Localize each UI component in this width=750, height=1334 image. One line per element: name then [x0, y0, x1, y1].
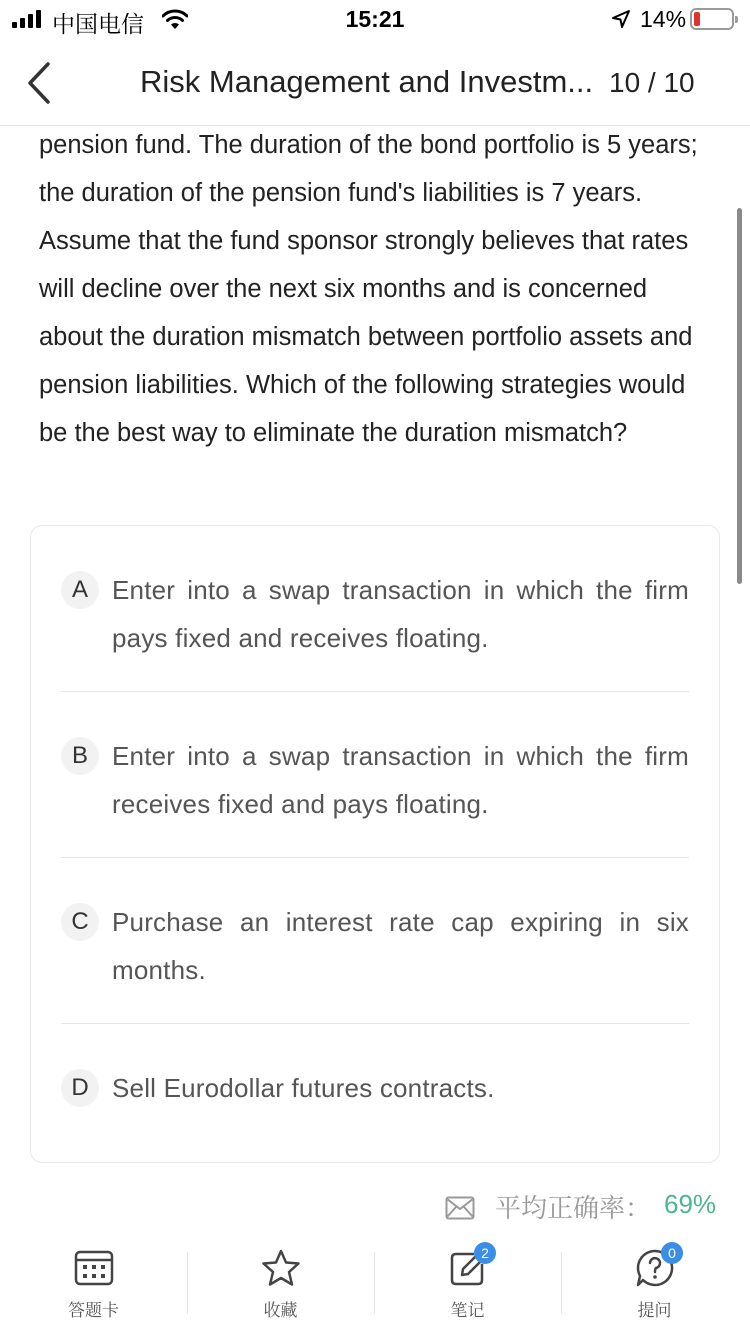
back-button[interactable] [18, 60, 62, 106]
notes-badge: 2 [474, 1242, 496, 1264]
tab-label: 提问 [637, 1301, 672, 1321]
bottom-tab-bar [0, 1240, 750, 1334]
status-bar [0, 0, 750, 40]
tab-label: 答题卡 [68, 1301, 119, 1321]
carrier-name: 中国电信 [52, 12, 144, 38]
chevron-left-icon [18, 60, 62, 106]
clock-time: 15:21 [345, 6, 405, 32]
nav-bar [0, 40, 750, 126]
envelope-icon [445, 1196, 475, 1220]
star-icon [261, 1248, 301, 1288]
questions-badge: 0 [661, 1242, 683, 1264]
tab-notes[interactable] [374, 1240, 561, 1334]
battery-level-fill [694, 12, 700, 26]
option-text: Enter into a swap transaction in which the firm receives fixed and pays floating. [112, 741, 689, 819]
option-b[interactable] [61, 737, 689, 837]
question-counter: 10 / 10 [609, 67, 695, 98]
option-letter: A [61, 571, 99, 609]
location-arrow-icon [611, 9, 631, 29]
answer-sheet-icon [74, 1248, 114, 1288]
option-letter: B [61, 737, 99, 775]
option-text: Enter into a swap transaction in which the firm pays fixed and receives floating. [112, 575, 689, 653]
battery-icon [690, 8, 734, 30]
tab-ask-question[interactable] [561, 1240, 748, 1334]
option-letter: D [61, 1069, 99, 1107]
option-divider [61, 857, 689, 858]
option-text: Purchase an interest rate cap expiring in six months. [112, 907, 689, 985]
accuracy-label: 平均正确率： [495, 1194, 652, 1224]
option-letter: C [61, 903, 99, 941]
scrollbar[interactable] [737, 208, 742, 584]
tab-label: 收藏 [263, 1301, 298, 1321]
options-card [30, 525, 720, 1163]
question-text: pension fund. The duration of the bond portfolio is 5 years; the duration of the pension fund's liabilities is 7 years. Assume that the fund sponsor strongly believes that rates will decline over the next six months and is concerned about the duration mismatch between portfolio assets and pension liabilities. Which of the following strategies would be the best way to eliminate the duration mismatch? [39, 131, 698, 447]
option-text: Sell Eurodollar futures contracts. [112, 1073, 495, 1103]
option-divider [61, 1023, 689, 1024]
battery-percent: 14% [640, 6, 687, 32]
option-a[interactable] [61, 571, 689, 671]
option-d[interactable] [61, 1069, 689, 1119]
tab-favorite[interactable] [187, 1240, 374, 1334]
tab-label: 笔记 [450, 1301, 485, 1321]
tab-answer-sheet[interactable] [0, 1240, 187, 1334]
average-accuracy [440, 1186, 730, 1226]
page-title: Risk Management and Investm... [140, 64, 594, 99]
option-divider [61, 691, 689, 692]
option-c[interactable] [61, 903, 689, 1003]
accuracy-value: 69% [664, 1189, 717, 1219]
